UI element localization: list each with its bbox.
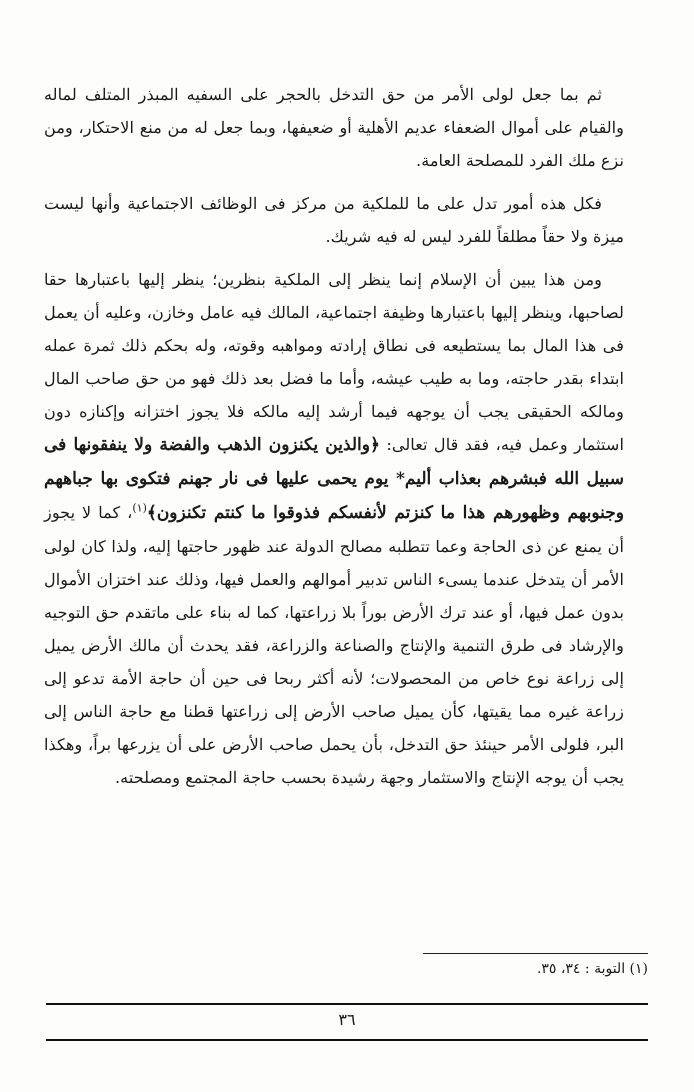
- footnote-divider: [423, 953, 648, 954]
- page-number-top-rule: [46, 1003, 648, 1005]
- paragraph-3-continuation: ، كما لا يجوز أن يمنع عن ذى الحاجة وعما تتطلبه مصالح الدولة عند ظهور حاجتها إليه، ولذا كان لولى الأمر أن يتدخل عندما يسىء الناس تدبير أموالهم والعمل فيها، وذلك عند اختزان الأموال بدون عمل فيها، أو عند ترك الأرض بوراً بلا زراعتها، كما له بناء على ماتقدم حق التوجيه والإرشاد فى طرق التنمية والإنتاج والصناعة والزراعة، فقد يحدث أن مالك الأرض يميل إلى زراعة نوع خاص من المحصولات؛ لأنه أكثر ربحا فى حين أن حاجة الأمة تدعو إلى زراعة غيره مما يقيتها، كأن يميل صاحب الأرض إلى زراعتها قطنا مع حاجة الناس إلى البر، فلولى الأمر حينئذ حق التدخل، بأن يحمل صاحب الأرض على أن يزرعها براً، وهكذا يجب أن يوجه الإنتاج والاستثمار وجهة رشيدة بحسب حاجة المجتمع ومصلحته.: [44, 503, 624, 787]
- page-number-bottom-rule: [46, 1039, 648, 1041]
- paragraph-2: فكل هذه أمور تدل على ما للملكية من مركز فى الوظائف الاجتماعية وأنها ليست ميزة ولا حقاً مطلقاً للفرد ليس له فيه شريك.: [44, 194, 624, 246]
- quran-verse: ﴿والذين يكنزون الذهب والفضة ولا ينفقونها فى سبيل الله فبشرهم بعذاب أليم* يوم يحمى عليها فى نار جهنم فتكوى بها جباههم وجنوبهم وظهورهم هذا ما كنزتم لأنفسكم فذوقوا ما كنتم تكنزون﴾: [44, 435, 624, 523]
- paragraph-1: ثم بما جعل لولى الأمر من حق التدخل بالحجر على السفيه المبذر المتلف لماله والقيام على أموال الضعفاء عديم الأهلية أو ضعيفها، وبما جعل له من منع الاحتكار، ومن نزع ملك الفرد للمصلحة العامة.: [44, 85, 624, 170]
- body-text: [44, 78, 624, 794]
- paragraph-3: [44, 263, 624, 794]
- footnote-reference: (١): [132, 501, 147, 515]
- footnote: (١) التوبة : ٣٤، ٣٥.: [536, 961, 648, 977]
- paragraph-3-intro: ومن هذا يبين أن الإسلام إنما ينظر إلى الملكية بنظرين؛ ينظر إليها باعتبارها حقا لصاحبها، وينظر إليها باعتبارها وظيفة اجتماعية، المالك فيه عامل وخازن، وعليه أن يعمل فى هذا المال بما يستطيعه فى نطاق إرادته ومواهبه وقوته، وله بحكم ذلك ثمرة عمله ابتداء بقدر حاجته، وما به طيب عيشه، وأما ما فضل بعد ذلك فهو من حق صاحب المال ومالكه الحقيقى يجب أن يوجهه فيما أرشد إليه مالكه فلا يجوز اختزانه وإكنازه دون استثمار وعمل فيه، فقد قال تعالى:: [44, 270, 624, 454]
- page-number: ٣٦: [338, 1010, 356, 1029]
